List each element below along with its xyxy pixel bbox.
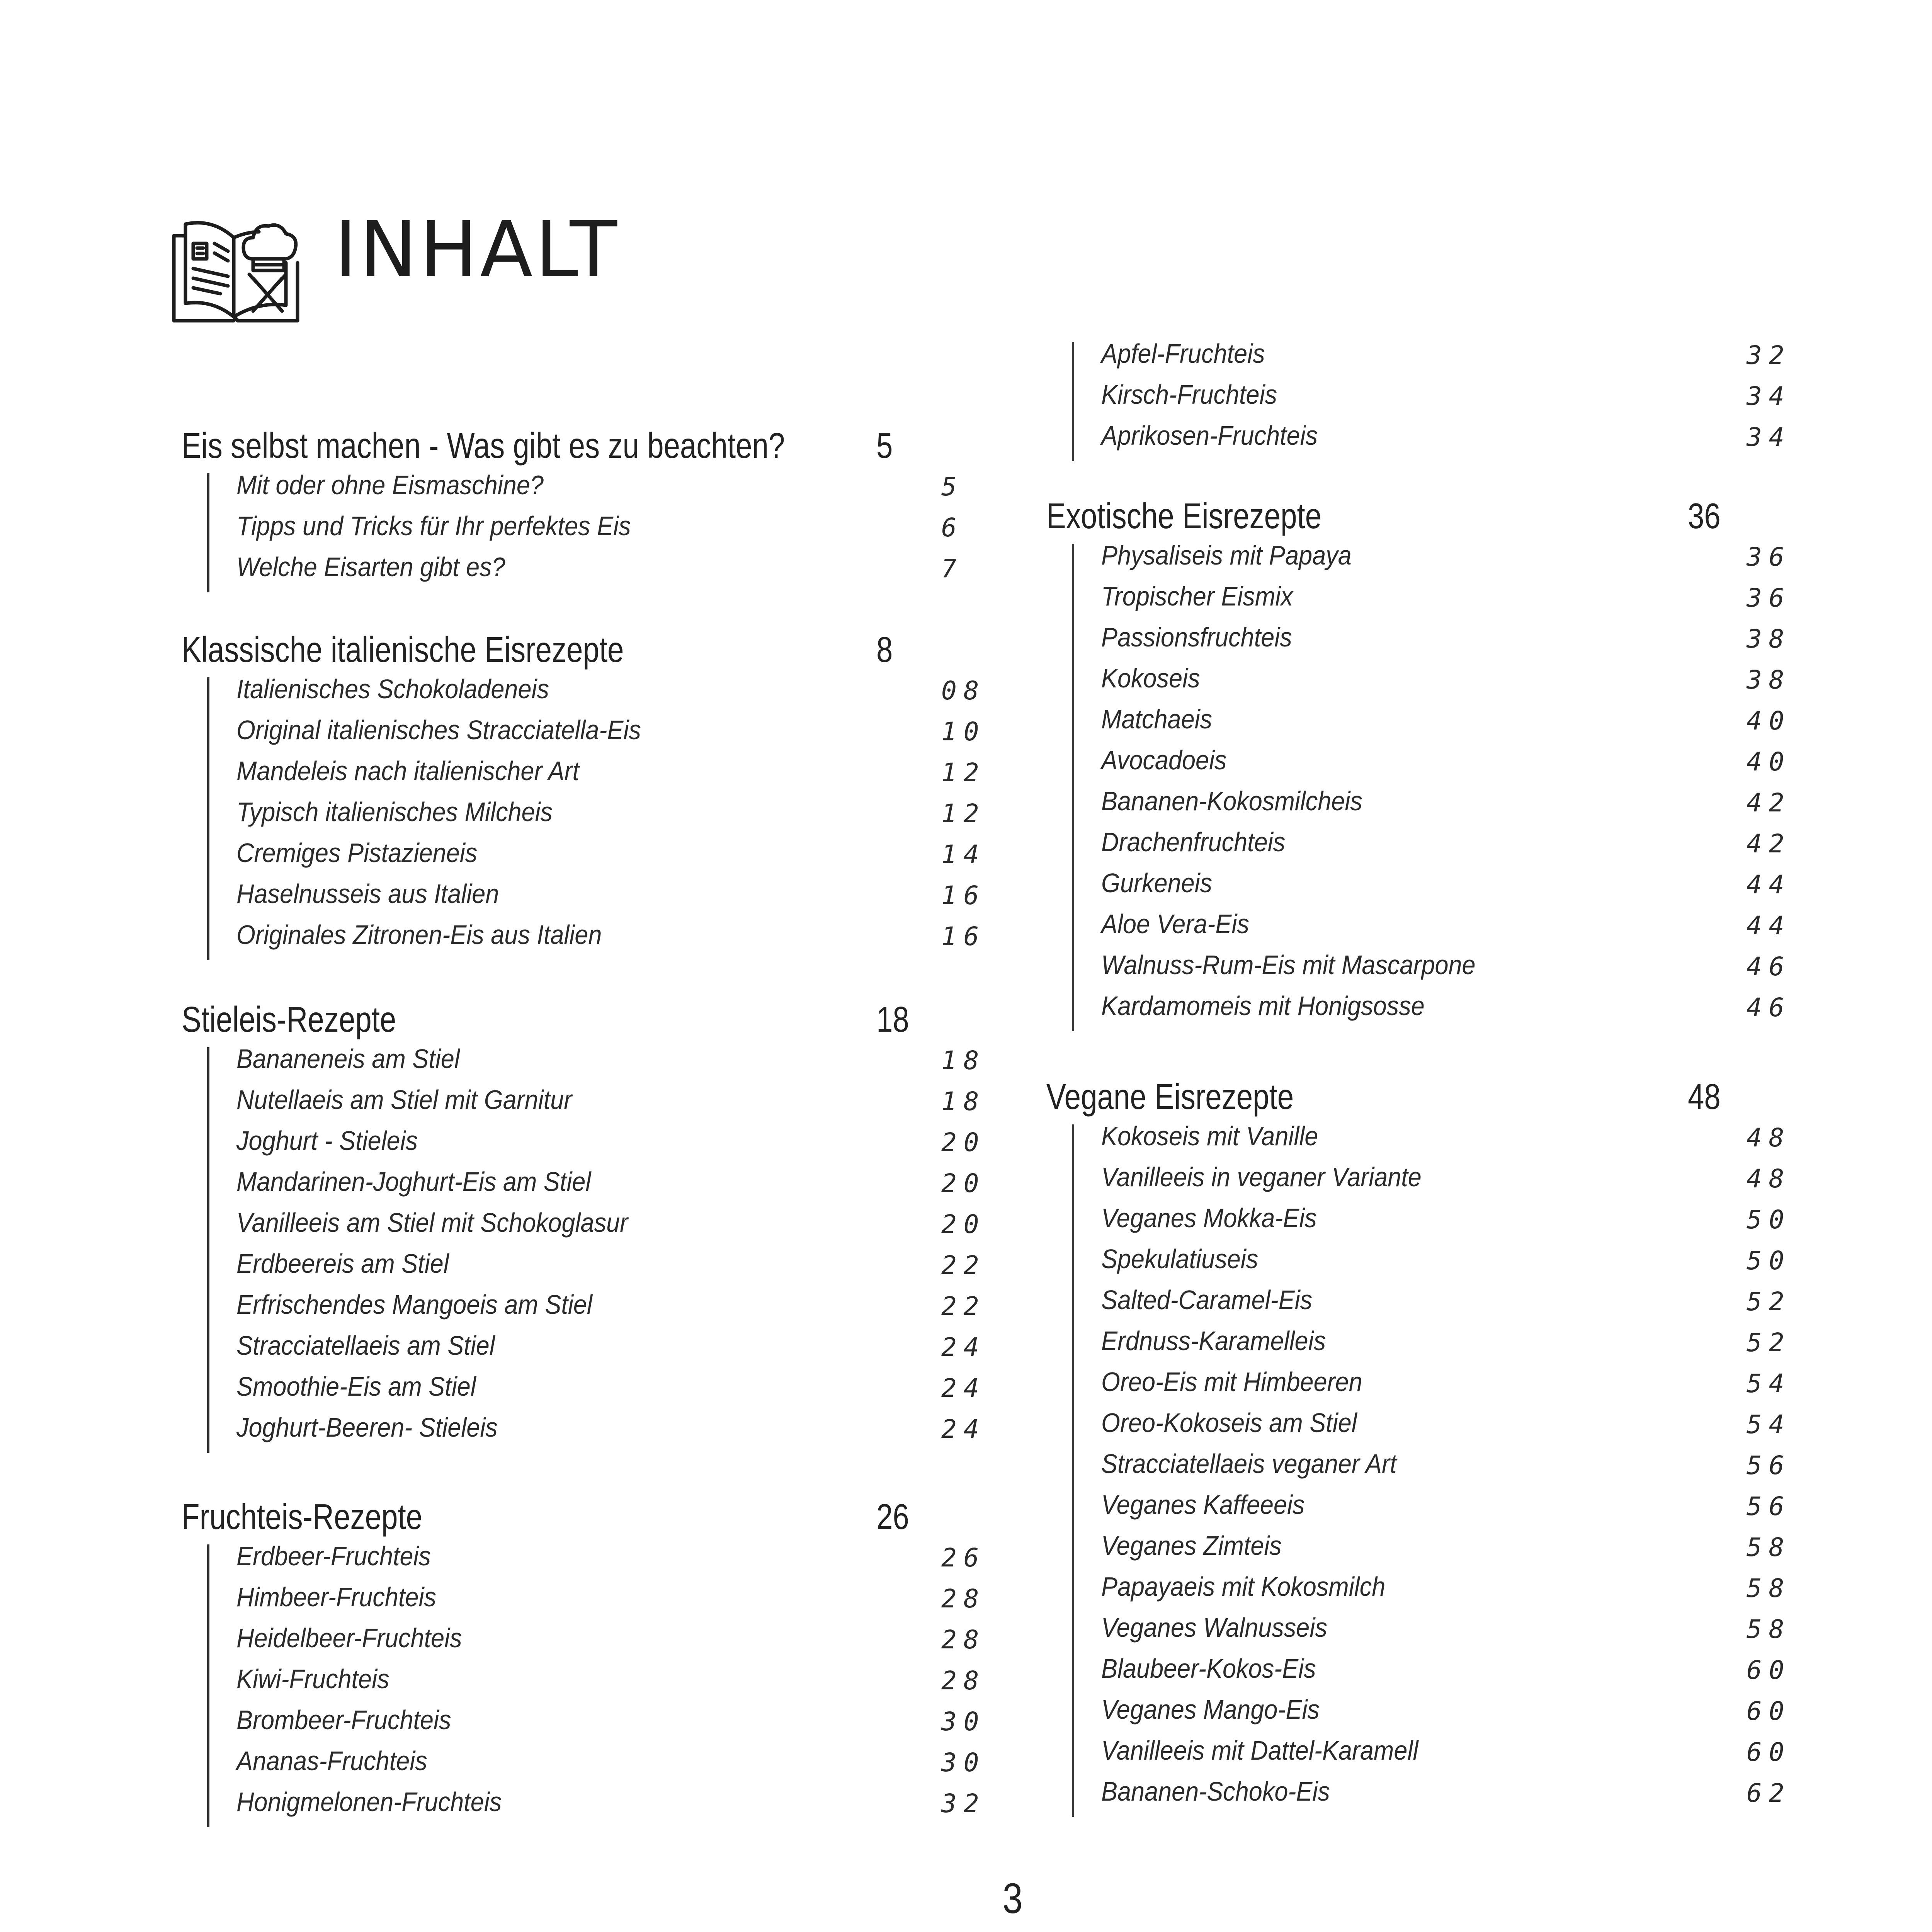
toc-entry-label: Welche Eisarten gibt es? [236,552,505,582]
toc-entry-label: Italienisches Schokoladeneis [236,674,549,704]
toc-entry-label: Heidelbeer-Fruchteis [236,1623,462,1653]
toc-entry-label: Avocadoeis [1101,745,1227,775]
toc-entry-page: 12 [941,799,986,828]
toc-entry-label: Mandeleis nach italienischer Art [236,756,580,786]
toc-entry-label: Cremiges Pistazieneis [236,838,478,868]
section-heading: Fruchteis-Rezepte [182,1497,423,1537]
section-divider-bar [1072,544,1074,1031]
toc-entry-page: 34 [1747,422,1791,452]
toc-entry-label: Aprikosen-Fruchteis [1101,420,1318,451]
toc-entry-label: Erdnuss-Karamelleis [1101,1326,1326,1356]
toc-entry-page: 46 [1747,952,1791,981]
toc-entry-label: Himbeer-Fruchteis [236,1582,436,1612]
toc-entry-label: Gurkeneis [1101,868,1213,898]
toc-entry-label: Mandarinen-Joghurt-Eis am Stiel [236,1167,591,1197]
toc-entry-label: Passionsfruchteis [1101,622,1292,652]
toc-entry-page: 16 [941,881,986,910]
section-page: 26 [876,1497,909,1537]
toc-entry-label: Drachenfruchteis [1101,827,1286,857]
toc-entry-label: Tipps und Tricks für Ihr perfektes Eis [236,511,631,541]
toc-entry-page: 20 [941,1128,986,1157]
toc-entry-page: 42 [1747,829,1791,859]
toc-entry-label: Veganes Kaffeeeis [1101,1490,1305,1520]
toc-entry-label: Haselnusseis aus Italien [236,879,499,909]
toc-entry-label: Erdbeereis am Stiel [236,1248,449,1279]
toc-entry-page: 12 [941,758,986,787]
toc-entry-label: Spekulatiuseis [1101,1244,1259,1274]
toc-entry-label: Vanilleeis in veganer Variante [1101,1162,1422,1192]
toc-entry-label: Tropischer Eismix [1101,581,1293,611]
section-divider-bar [207,677,209,960]
toc-entry-label: Bananen-Schoko-Eis [1101,1776,1330,1806]
toc-entry-page: 30 [941,1707,986,1736]
toc-entry-label: Veganes Zimteis [1101,1531,1282,1561]
toc-entry-page: 52 [1747,1287,1791,1316]
toc-entry-page: 7 [941,554,964,583]
toc-entry-page: 24 [941,1414,986,1444]
toc-entry-label: Kardamomeis mit Honigsosse [1101,991,1425,1021]
section-divider-bar [1072,342,1074,461]
toc-entry-page: 30 [941,1748,986,1777]
toc-entry-label: Papayaeis mit Kokosmilch [1101,1571,1386,1602]
toc-entry-page: 22 [941,1250,986,1280]
toc-entry-page: 28 [941,1584,986,1614]
section-page: 48 [1688,1077,1721,1117]
toc-entry-page: 38 [1747,624,1791,654]
toc-entry-label: Vanilleeis am Stiel mit Schokoglasur [236,1208,628,1238]
toc-entry-label: Smoothie-Eis am Stiel [236,1371,476,1401]
toc-entry-label: Veganes Walnusseis [1101,1612,1327,1643]
toc-entry-page: 44 [1747,870,1791,900]
toc-entry-label: Brombeer-Fruchteis [236,1705,451,1735]
toc-entry-page: 24 [941,1373,986,1403]
toc-entry-label: Kokoseis mit Vanille [1101,1121,1318,1151]
section-heading: Stieleis-Rezepte [182,999,396,1039]
toc-entry-page: 56 [1747,1451,1791,1480]
toc-entry-label: Mit oder ohne Eismaschine? [236,470,544,500]
toc-entry-label: Nutellaeis am Stiel mit Garnitur [236,1085,572,1115]
toc-entry-page: 56 [1747,1492,1791,1521]
cookbook-chef-hat-icon [170,201,301,332]
toc-entry-page: 10 [941,717,986,747]
section-divider-bar [207,473,209,592]
toc-entry-page: 62 [1747,1778,1791,1808]
toc-entry-label: Originales Zitronen-Eis aus Italien [236,920,602,950]
toc-entry-label: Original italienisches Stracciatella-Eis [236,715,641,745]
toc-entry-page: 08 [941,676,986,706]
toc-entry-label: Blaubeer-Kokos-Eis [1101,1653,1316,1684]
toc-entry-label: Vanilleeis mit Dattel-Karamell [1101,1735,1418,1765]
toc-entry-page: 54 [1747,1410,1791,1439]
toc-entry-page: 36 [1747,583,1791,613]
section-page: 36 [1688,496,1721,536]
section-heading: Vegane Eisrezepte [1046,1077,1294,1117]
toc-entry-page: 58 [1747,1573,1791,1603]
toc-entry-page: 58 [1747,1532,1791,1562]
toc-entry-page: 32 [1747,340,1791,370]
toc-entry-label: Veganes Mango-Eis [1101,1694,1320,1725]
toc-entry-page: 60 [1747,1737,1791,1767]
toc-entry-label: Matchaeis [1101,704,1213,734]
toc-entry-label: Honigmelonen-Fruchteis [236,1787,502,1817]
toc-entry-label: Joghurt-Beeren- Stieleis [236,1412,498,1442]
toc-entry-page: 60 [1747,1655,1791,1685]
toc-entry-page: 24 [941,1332,986,1362]
toc-entry-page: 48 [1747,1164,1791,1194]
toc-entry-page: 26 [941,1543,986,1573]
toc-entry-label: Kiwi-Fruchteis [236,1664,389,1694]
toc-entry-label: Stracciatellaeis veganer Art [1101,1449,1397,1479]
toc-entry-label: Kirsch-Fruchteis [1101,379,1277,410]
toc-entry-page: 20 [941,1209,986,1239]
toc-entry-page: 52 [1747,1328,1791,1357]
toc-entry-label: Oreo-Eis mit Himbeeren [1101,1367,1362,1397]
toc-entry-page: 20 [941,1168,986,1198]
toc-entry-label: Physaliseis mit Papaya [1101,540,1352,570]
section-heading: Klassische italienische Eisrezepte [182,629,624,670]
page-title: INHALT [334,205,619,295]
toc-entry-page: 18 [941,1087,986,1116]
toc-entry-page: 16 [941,922,986,951]
toc-entry-page: 58 [1747,1614,1791,1644]
toc-entry-label: Salted-Caramel-Eis [1101,1285,1313,1315]
toc-entry-page: 32 [941,1789,986,1818]
toc-entry-label: Bananeneis am Stiel [236,1044,460,1074]
toc-entry-page: 38 [1747,665,1791,695]
toc-entry-page: 18 [941,1046,986,1075]
section-page: 5 [876,425,893,466]
toc-entry-label: Erfrischendes Mangoeis am Stiel [236,1289,592,1320]
toc-entry-page: 54 [1747,1369,1791,1398]
toc-entry-page: 14 [941,840,986,869]
toc-entry-page: 42 [1747,788,1791,818]
section-page: 8 [876,629,893,670]
toc-entry-label: Joghurt - Stieleis [236,1126,418,1156]
toc-entry-label: Typisch italienisches Milcheis [236,797,553,827]
toc-entry-label: Ananas-Fruchteis [236,1746,427,1776]
toc-entry-page: 5 [941,472,964,502]
toc-entry-page: 48 [1747,1123,1791,1153]
toc-entry-page: 40 [1747,747,1791,777]
toc-entry-label: Aloe Vera-Eis [1101,909,1249,939]
section-heading: Eis selbst machen - Was gibt es zu beachten? [182,425,785,466]
toc-entry-label: Walnuss-Rum-Eis mit Mascarpone [1101,950,1476,980]
section-heading: Exotische Eisrezepte [1046,496,1322,536]
toc-entry-page: 50 [1747,1246,1791,1276]
toc-entry-label: Apfel-Fruchteis [1101,338,1265,369]
toc-entry-page: 28 [941,1666,986,1696]
toc-entry-page: 60 [1747,1696,1791,1726]
toc-entry-page: 40 [1747,706,1791,736]
section-divider-bar [1072,1124,1074,1817]
toc-entry-label: Bananen-Kokosmilcheis [1101,786,1362,816]
toc-entry-page: 6 [941,513,964,543]
page-number: 3 [1002,1875,1023,1922]
section-divider-bar [207,1047,209,1453]
toc-entry-page: 46 [1747,993,1791,1022]
toc-entry-page: 50 [1747,1205,1791,1235]
toc-entry-page: 34 [1747,381,1791,411]
toc-entry-page: 36 [1747,542,1791,572]
toc-entry-label: Erdbeer-Fruchteis [236,1541,431,1571]
toc-entry-page: 22 [941,1291,986,1321]
toc-entry-label: Kokoseis [1101,663,1200,693]
toc-entry-label: Stracciatellaeis am Stiel [236,1330,495,1361]
toc-entry-page: 44 [1747,911,1791,940]
section-divider-bar [207,1544,209,1827]
toc-entry-label: Veganes Mokka-Eis [1101,1203,1317,1233]
toc-entry-page: 28 [941,1625,986,1655]
section-page: 18 [876,999,909,1039]
toc-entry-label: Oreo-Kokoseis am Stiel [1101,1408,1357,1438]
